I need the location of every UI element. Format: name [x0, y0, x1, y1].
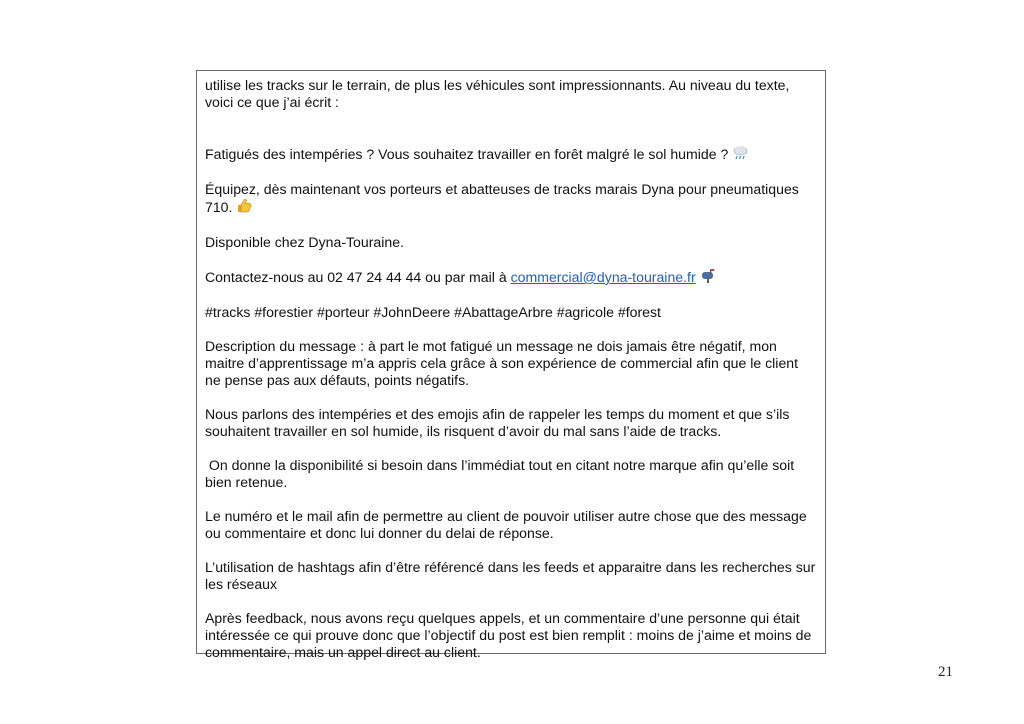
post-hashtags: #tracks #forestier #porteur #JohnDeere #AbattageArbre #agricole #forest [205, 304, 661, 320]
hashtags-paragraph: L’utilisation de hashtags afin d’être référencé dans les feeds et apparaitre dans les recherches sur les réseaux [205, 559, 816, 592]
email-link[interactable]: commercial@dyna-touraine.fr [510, 269, 696, 285]
weather-paragraph: Nous parlons des intempéries et des emojis afin de rappeler les temps du moment et que s’ils souhaitent travailler en sol humide, ils risquent d’avoir du mal sans l’aide de tracks. [205, 406, 790, 439]
intro-paragraph: utilise les tracks sur le terrain, de plus les véhicules sont impressionnants. Au niveau du texte, voici ce que j’ai écrit : [205, 77, 790, 110]
page-number: 21 [938, 664, 953, 680]
post-question-text: Fatigués des intempéries ? Vous souhaitez travailler en forêt malgré le sol humide ? [205, 146, 729, 162]
contact-paragraph: Le numéro et le mail afin de permettre au client de pouvoir utiliser autre chose que des message ou commentaire et donc lui donner du delai de réponse. [205, 508, 807, 541]
post-contact [205, 268, 817, 287]
text-box [196, 70, 826, 660]
post-offer-text: Équipez, dès maintenant vos porteurs et abatteuses de tracks marais Dyna pour pneumatiques 710. [205, 181, 799, 215]
post-availability: Disponible chez Dyna-Touraine. [205, 234, 404, 250]
post-contact-text: Contactez-nous au 02 47 24 44 44 ou par mail à [205, 269, 511, 285]
availability-paragraph: On donne la disponibilité si besoin dans l’immédiat tout en citant notre marque afin qu’elle soit bien retenue. [205, 457, 799, 490]
rain-cloud-icon [732, 145, 749, 164]
mailbox-icon [700, 268, 716, 287]
thumbs-up-icon [236, 198, 252, 217]
post-offer [205, 181, 817, 217]
text-content [205, 77, 817, 661]
post-question [205, 145, 817, 164]
feedback-paragraph: Après feedback, nous avons reçu quelques appels, et un commentaire d’une personne qui était intéressée ce qui prouve donc que l’objectif du post est bien remplit : moins de j’aime et moins de commentaire, mais un appel direct au client. [205, 610, 812, 660]
description-paragraph: Description du message : à part le mot fatigué un message ne dois jamais être négatif, mon maitre d’apprentissage m’a appris cela grâce à son expérience de commercial afin que le client ne pense pas aux défauts, points négatifs. [205, 338, 799, 388]
